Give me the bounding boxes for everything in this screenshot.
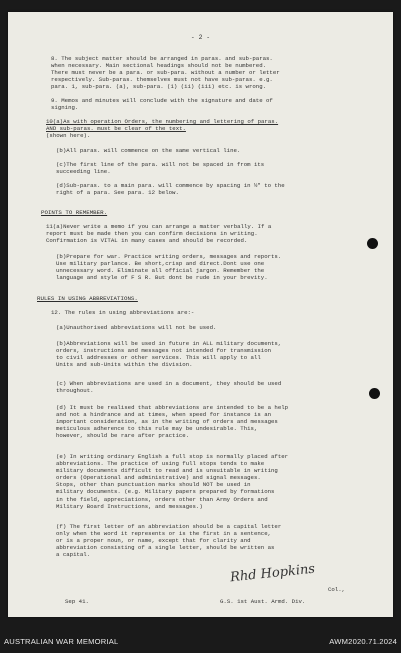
para-12f: [56, 523, 281, 558]
text-line: 12. The rules in using abbreviations are:-: [51, 309, 195, 316]
punch-hole: [367, 238, 378, 249]
text-line: unnecessary word. Eliminate all official jargon. Remember the: [56, 267, 265, 275]
text-line: only when the word it represents or is the first in a sentence,: [56, 530, 272, 538]
footer-accession-number: AWM2020.71.2024: [329, 637, 397, 646]
document-page: [8, 12, 393, 617]
signature-title: G.S. 1st Aust. Armd. Div.: [220, 598, 306, 605]
text-line: a capital.: [56, 551, 91, 559]
handwritten-signature: Rhd Hopkins: [229, 561, 316, 586]
text-line: (b)Prepare for war. Practice writing orders, messages and reports.: [56, 253, 282, 260]
para-12c: [56, 380, 281, 394]
text-line: succeeding line.: [56, 168, 111, 176]
text-line: (shown here).: [46, 132, 91, 140]
text-line: (a)Unauthorised abbreviations will not be used.: [56, 324, 217, 331]
text-line: 10(a)As with operation Orders, the numbering and lettering of paras.: [46, 118, 279, 125]
text-line: (c)The first line of the para. will not be spaced in from its: [56, 161, 265, 168]
text-line: signing.: [51, 104, 79, 112]
text-line: when necessary. Main sectional headings should not be numbered.: [51, 62, 267, 70]
para-10c: [56, 161, 264, 175]
text-line: to civil addresses or other services. This will apply to all: [56, 354, 261, 362]
para-10d: [56, 182, 285, 196]
heading-points-to-remember: POINTS TO REMEMBER.: [41, 209, 108, 216]
text-line: right of a para. See para. 12 below.: [56, 189, 179, 197]
para-8: [51, 55, 280, 90]
text-line: Military Board Instructions, and messages.): [56, 502, 203, 510]
text-line: (d) It must be realised that abbreviations are intended to be a help: [56, 404, 289, 411]
text-line: military documents. (e.g. Military papers prepared by formations: [56, 488, 275, 496]
text-line: and not a hindrance and at times, when speed for instance is an: [56, 411, 272, 419]
text-line: or is a proper noun, or name, except that for clarity and: [56, 537, 251, 545]
text-line: para. 1, sub-para. (a), sub-para. (1) (ii) (iii) etc. is wrong.: [51, 83, 267, 91]
text-line: (f) The first letter of an abbreviation should be a capital letter: [56, 523, 282, 530]
text-line: however, should be rare after practice.: [56, 432, 190, 440]
page-number: - 2 -: [190, 34, 211, 41]
para-12e: [56, 453, 288, 510]
text-line: abbreviation consisting of a single letter, should be written as: [56, 544, 275, 552]
text-line: (b)Abbreviations will be used in future in ALL military documents,: [56, 340, 282, 347]
para-12: [51, 309, 194, 316]
text-line: orders, instructions and messages not intended for transmission: [56, 347, 272, 355]
document-date: Sep 41.: [65, 598, 89, 605]
signature-rank: Col.,: [328, 586, 346, 593]
text-line: military documents difficult to read and is unsuitable in writing: [56, 467, 278, 475]
text-line: Use military parlance. Be short,crisp and direct.Dont use one: [56, 260, 265, 268]
text-line: report must be made then you can confirm decisions in writing.: [46, 230, 258, 238]
text-line: 9. Memos and minutes will conclude with the signature and date of: [51, 97, 273, 104]
punch-hole: [369, 388, 380, 399]
para-10b: [56, 147, 240, 154]
text-line: 8. The subject matter should be arranged in paras. and sub-paras.: [51, 55, 273, 62]
text-line: throughout.: [56, 387, 94, 395]
para-11a: [46, 223, 271, 244]
heading-rules-abbreviations: RULES IN USING ABBREVIATIONS.: [37, 295, 138, 302]
para-11b: [56, 253, 281, 281]
text-line: language and style of F S R. But dont be rude in your brevity.: [56, 274, 268, 282]
text-line: (d)Sub-paras. to a main para. will commence by spacing in ½" to the: [56, 182, 285, 189]
text-line: Units and sub-Units within the division.: [56, 361, 193, 369]
para-12a: [56, 324, 216, 331]
text-line: (e) In writing ordinary English a full stop is normally placed after: [56, 453, 289, 460]
text-line: (c) When abbreviations are used in a document, they should be used: [56, 380, 282, 387]
text-line: in the field, appreciations, orders other than Army Orders and: [56, 495, 268, 503]
text-line: respectively. Sub-paras. themselves must not have sub-paras. e.g.: [51, 76, 273, 84]
text-line: (b)All paras. will commence on the same vertical line.: [56, 147, 241, 154]
para-9: [51, 97, 273, 111]
text-line: Stops, other than punctuation marks should NOT be used in: [56, 481, 251, 489]
para-12b: [56, 340, 281, 368]
para-10a: [46, 118, 278, 139]
text-line: AND sub-paras. must be clear of the text.: [46, 125, 186, 133]
text-line: 11(a)Never write a memo if you can arrange a matter verbally. If a: [46, 223, 272, 230]
text-line: There must never be a para. or sub-para. without a number or letter: [51, 69, 280, 77]
para-12d: [56, 404, 288, 439]
text-line: orders (Operational and administrative) and signal messages.: [56, 474, 261, 482]
text-line: abbreviations. The practice of using full stops tends to make: [56, 460, 265, 468]
text-line: Confirmation is VITAL in many cases and should be recorded.: [46, 237, 248, 245]
footer-institution: AUSTRALIAN WAR MEMORIAL: [4, 637, 119, 646]
text-line: important consideration, as in the writing of orders and messages: [56, 418, 278, 426]
text-line: meticulous adherence to this rule may be undesirable. This,: [56, 425, 258, 433]
